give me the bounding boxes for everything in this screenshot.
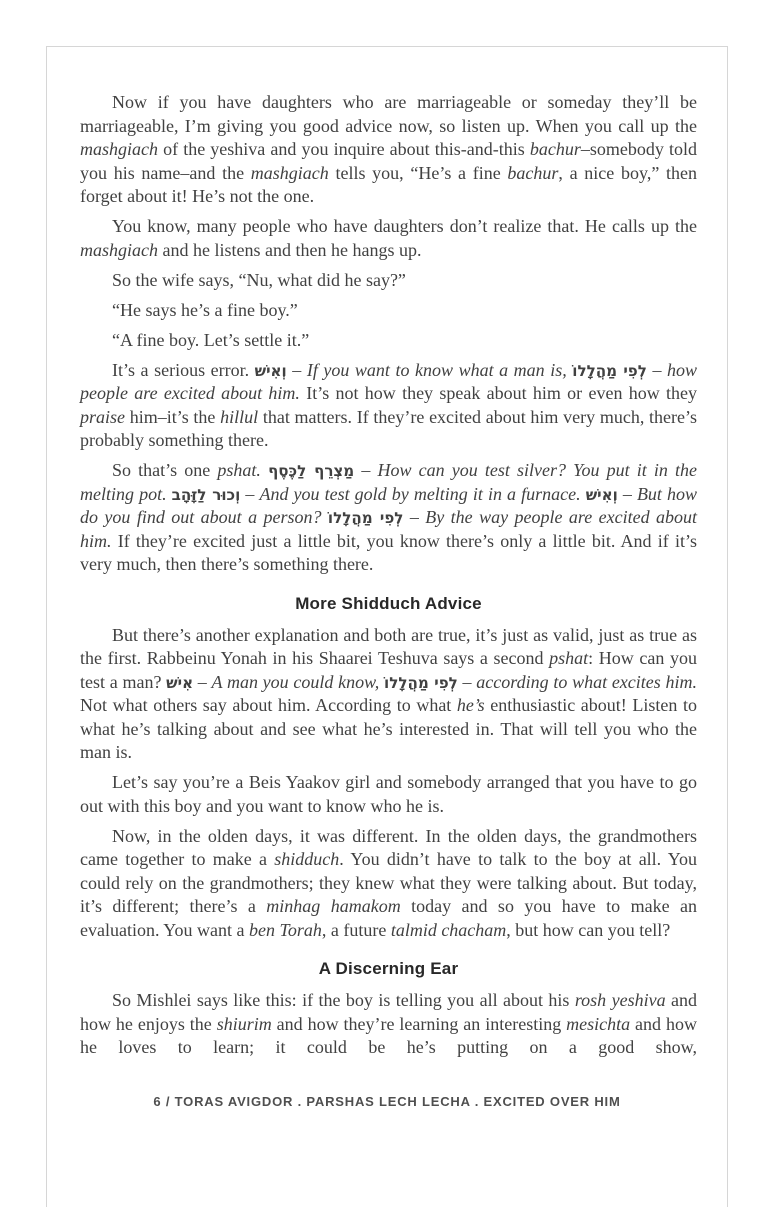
text-run: : How can you test a man?: [80, 648, 697, 692]
italic-run: ben Torah: [248, 919, 322, 940]
italic-run: how people are excited about him.: [80, 359, 697, 403]
text-run: today and so you have to make an evaluation. You want a: [80, 896, 697, 940]
text-run: So that’s one: [112, 460, 218, 480]
italic-run: By the way people are excited about him.: [80, 507, 698, 551]
text-run: You know, many people who have daughters don’t realize that. He calls up the: [112, 216, 697, 236]
page-footer: 6 / TORAS AVIGDOR . PARSHAS LECH LECHA . EXCITED OVER HIM: [153, 1093, 621, 1109]
text-run: So the wife says, “Nu, what did he say?”: [112, 269, 406, 290]
hebrew-run: וְכוּר לַזָּהָב: [171, 485, 241, 504]
italic-run: pshat.: [217, 460, 261, 480]
hebrew-run: אִישׁ: [166, 673, 194, 692]
body-paragraph: [80, 359, 697, 453]
text-run: [261, 460, 268, 480]
text-run: and how he enjoys the: [80, 990, 697, 1034]
italic-run: hillul: [220, 406, 259, 427]
text-run: Not what others say about him. According to what: [80, 695, 457, 715]
text-run: –: [457, 671, 477, 692]
text-run: It’s a serious error.: [112, 359, 255, 380]
text-run: and how they’re learning an interesting: [271, 1013, 567, 1034]
text-run: enthusiastic about! Listen to what he’s talking about and see what he’s interested in. That will tell you who the man is.: [80, 695, 697, 762]
text-run: , a nice boy,” then forget about it! He’s not the one.: [80, 162, 697, 206]
italic-run: If you want to know what a man is,: [306, 359, 567, 380]
text-run: of the yeshiva and you inquire about this-and-this: [158, 139, 530, 159]
text-run: . You didn’t have to talk to the boy at all. You could rely on the grandmothers; they knew what they were talking about. But today, it’s different; there’s a: [80, 849, 697, 916]
text-run: –: [646, 359, 667, 380]
italic-run: bachur: [507, 162, 559, 183]
section-heading: More Shidduch Advice: [295, 593, 482, 613]
text-run: –: [403, 507, 426, 527]
text-run: tells you, “He’s a fine: [328, 162, 508, 183]
text-run: and he listens and then he hangs up.: [158, 239, 422, 260]
italic-run: rosh yeshiva: [574, 990, 666, 1010]
article-body: [47, 47, 727, 1060]
body-paragraph: [80, 91, 697, 209]
text-run: It’s not how they speak about him or even how they: [299, 383, 698, 403]
text-run: Now if you have daughters who are marriageable or someday they’ll be marriageable, I’m giving you good advice now, so listen up. When you call up the: [80, 92, 697, 136]
body-paragraph: [80, 329, 697, 353]
italic-run: And you test gold by melting it in a furnace.: [259, 483, 581, 504]
hebrew-run: וְאִישׁ: [254, 361, 287, 380]
text-run: –: [240, 483, 260, 504]
italic-run: But how do you find out about a person?: [80, 483, 698, 527]
text-run: –somebody told you his name–and the: [80, 139, 697, 183]
body-paragraph: [80, 299, 697, 323]
italic-run: mesichta: [566, 1013, 631, 1034]
italic-run: mashgiach: [250, 162, 329, 183]
text-run: If they’re excited just a little bit, you know there’s only a little bit. And if it’s very much, then there’s something there.: [80, 530, 697, 574]
text-run: , a future: [321, 919, 391, 940]
section-heading: A Discerning Ear: [318, 959, 459, 978]
hebrew-run: מַצְרֵף לַכֶּסֶף: [268, 462, 355, 480]
body-paragraph: [80, 269, 697, 293]
text-run: –: [354, 460, 378, 480]
text-run: –: [193, 671, 212, 692]
hebrew-run: לְפִי מַהֲלָלוֹ: [572, 361, 647, 380]
italic-run: shiurim: [216, 1013, 272, 1034]
italic-run: praise: [80, 406, 125, 427]
text-run: “A fine boy. Let’s settle it.”: [112, 329, 310, 350]
italic-run: A man you could know,: [211, 671, 380, 692]
body-paragraph: [80, 215, 697, 262]
italic-run: he’s: [456, 695, 485, 715]
italic-run: talmid chacham: [390, 919, 507, 940]
text-run: , but how can you tell?: [506, 919, 671, 940]
text-run: –: [617, 483, 637, 504]
text-run: Now, in the olden days, it was different. In the olden days, the grandmothers came together to make a: [80, 825, 697, 869]
italic-run: pshat: [549, 648, 589, 668]
body-paragraph: [80, 771, 697, 818]
italic-run: mashgiach: [80, 139, 158, 159]
text-run: Let’s say you’re a Beis Yaakov girl and somebody arranged that you have to go out with this boy and you want to know who he is.: [80, 772, 697, 816]
body-paragraph: [80, 459, 697, 577]
text-run: “He says he’s a fine boy.”: [112, 299, 298, 320]
document-page: [46, 46, 728, 1207]
text-run: –: [286, 359, 307, 380]
italic-run: according to what excites him.: [476, 671, 698, 692]
italic-run: shidduch: [274, 849, 340, 869]
italic-run: bachur: [529, 139, 581, 159]
italic-run: How can you test silver? You put it in the melting pot.: [80, 460, 698, 504]
text-run: that matters. If they’re excited about him very much, there’s probably something there.: [80, 406, 697, 450]
italic-run: minhag hamakom: [266, 896, 401, 916]
hebrew-run: וְאִישׁ: [585, 485, 618, 504]
hebrew-run: לְפִי מַהֲלָלוֹ: [327, 509, 404, 527]
italic-run: mashgiach: [80, 239, 158, 260]
hebrew-run: לְפִי מַהֲלָלוֹ: [384, 673, 458, 692]
body-paragraph: [80, 624, 697, 765]
body-paragraph: [80, 989, 697, 1060]
text-run: So Mishlei says like this: if the boy is telling you all about his: [112, 990, 575, 1010]
text-run: and how he loves to learn; it could be he’s putting on a good show,: [80, 1013, 697, 1057]
text-run: him–it’s the: [125, 406, 221, 427]
body-paragraph: [80, 825, 697, 943]
text-run: But there’s another explanation and both are true, it’s just as valid, just as true as the first. Rabbeinu Yonah in his Shaarei Teshuva says a second: [80, 624, 697, 668]
